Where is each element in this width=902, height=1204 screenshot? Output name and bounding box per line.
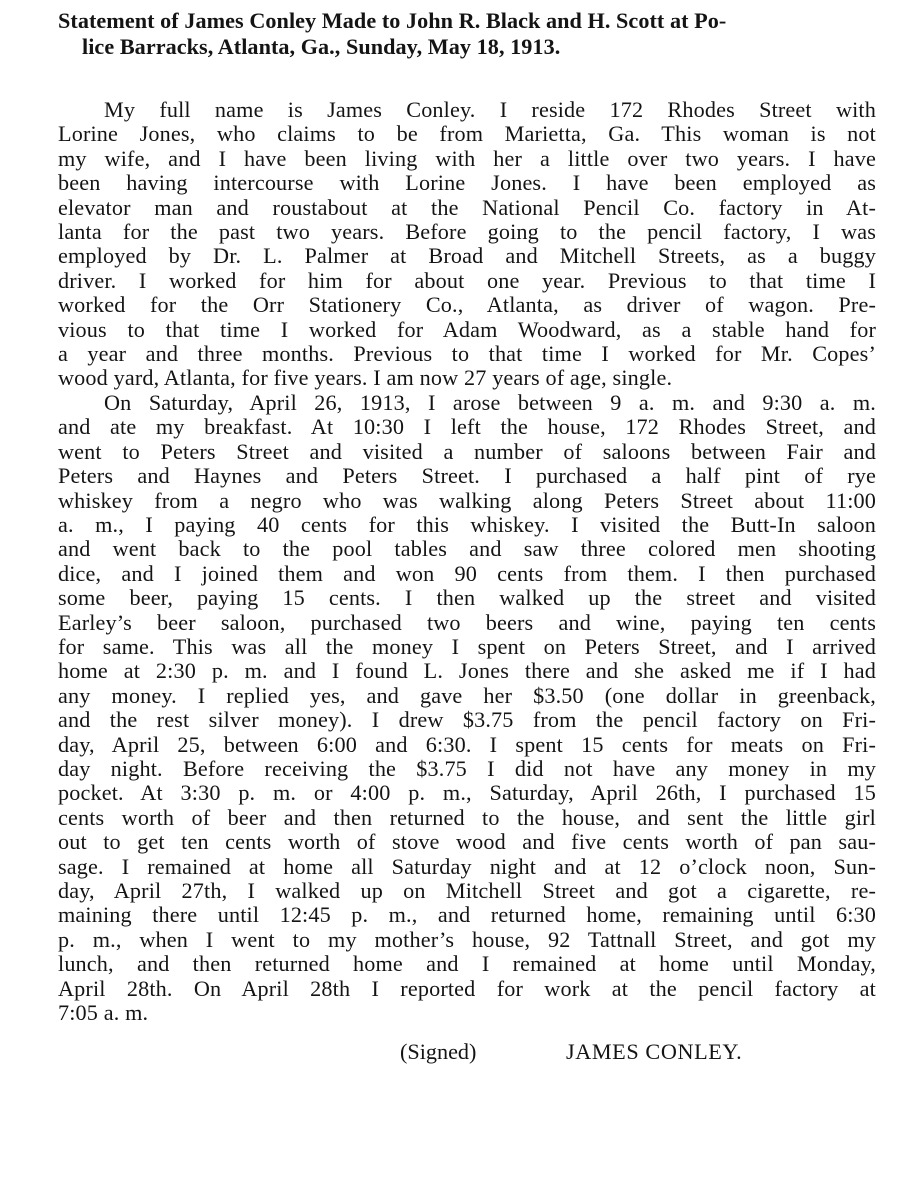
- text-line: and the rest silver money). I drew $3.75 from the pencil factory on Fri-: [58, 707, 876, 733]
- text-line: On Saturday, April 26, 1913, I arose between 9 a. m. and 9:30 a. m.: [104, 389, 876, 415]
- text-line: maining there until 12:45 p. m., and returned home, remaining until 6:30: [58, 902, 876, 928]
- text-line: lunch, and then returned home and I remained at home until Monday,: [58, 951, 876, 977]
- text-line: vious to that time I worked for Adam Woodward, as a stable hand for: [58, 316, 876, 342]
- document-title: [58, 8, 876, 60]
- text-line: pocket. At 3:30 p. m. or 4:00 p. m., Saturday, April 26th, I purchased 15: [58, 780, 876, 806]
- signature-block: [58, 1039, 876, 1067]
- signature-label: (Signed): [400, 1039, 477, 1065]
- text-line: cents worth of beer and then returned to the house, and sent the little girl: [58, 804, 876, 830]
- text-line: 7:05 a. m.: [58, 1000, 149, 1026]
- text-line: went to Peters Street and visited a number of saloons between Fair and: [58, 438, 876, 464]
- text-line: Peters and Haynes and Peters Street. I purchased a half pint of rye: [58, 463, 876, 489]
- text-line: some beer, paying 15 cents. I then walked up the street and visited: [58, 585, 876, 611]
- paragraph-1: [58, 98, 876, 391]
- text-line: wood yard, Atlanta, for five years. I am now 27 years of age, single.: [58, 365, 673, 391]
- text-line: day, April 27th, I walked up on Mitchell Street and got a cigarette, re-: [58, 878, 876, 903]
- text-line: been having intercourse with Lorine Jones. I have been employed as: [58, 170, 876, 196]
- text-line: April 28th. On April 28th I reported for work at the pencil factory at: [58, 975, 876, 1001]
- text-line: Earley’s beer saloon, purchased two beers and wine, paying ten cents: [58, 609, 876, 635]
- title-line: lice Barracks, Atlanta, Ga., Sunday, May 18, 1913.: [82, 34, 561, 59]
- text-line: Lorine Jones, who claims to be from Marietta, Ga. This woman is not: [58, 121, 876, 147]
- text-line: and went back to the pool tables and saw three colored men shooting: [58, 536, 876, 562]
- paragraph-2: [58, 391, 876, 1026]
- text-line: p. m., when I went to my mother’s house, 92 Tattnall Street, and got my: [58, 926, 876, 952]
- text-line: My full name is James Conley. I reside 172 Rhodes Street with: [104, 97, 876, 122]
- text-line: sage. I remained at home all Saturday night and at 12 o’clock noon, Sun-: [58, 853, 876, 879]
- text-line: lanta for the past two years. Before going to the pencil factory, I was: [58, 219, 876, 245]
- text-line: driver. I worked for him for about one year. Previous to that time I: [58, 267, 876, 293]
- statement-body: [58, 98, 876, 1025]
- text-line: for same. This was all the money I spent on Peters Street, and I arrived: [58, 633, 876, 659]
- text-line: a. m., I paying 40 cents for this whiskey. I visited the Butt-In saloon: [58, 511, 876, 537]
- text-line: elevator man and roustabout at the National Pencil Co. factory in At-: [58, 194, 876, 220]
- text-line: whiskey from a negro who was walking along Peters Street about 11:00: [58, 487, 876, 513]
- text-line: and ate my breakfast. At 10:30 I left the house, 172 Rhodes Street, and: [58, 414, 876, 440]
- text-line: out to get ten cents worth of stove wood and five cents worth of pan sau-: [58, 829, 876, 855]
- text-line: employed by Dr. L. Palmer at Broad and Mitchell Streets, as a buggy: [58, 243, 876, 269]
- signatory-name: JAMES CONLEY.: [566, 1039, 743, 1065]
- text-line: any money. I replied yes, and gave her $3.50 (one dollar in greenback,: [58, 682, 876, 708]
- title-line: Statement of James Conley Made to John R. Black and H. Scott at Po-: [58, 8, 727, 33]
- text-line: my wife, and I have been living with her a little over two years. I have: [58, 145, 876, 171]
- text-line: dice, and I joined them and won 90 cents from them. I then purchased: [58, 560, 876, 586]
- text-line: worked for the Orr Stationery Co., Atlanta, as driver of wagon. Pre-: [58, 292, 876, 318]
- text-line: home at 2:30 p. m. and I found L. Jones there and she asked me if I had: [58, 658, 876, 684]
- text-line: day, April 25, between 6:00 and 6:30. I spent 15 cents for meats on Fri-: [58, 731, 876, 757]
- text-line: a year and three months. Previous to that time I worked for Mr. Copes’: [58, 341, 876, 367]
- text-line: day night. Before receiving the $3.75 I did not have any money in my: [58, 755, 876, 781]
